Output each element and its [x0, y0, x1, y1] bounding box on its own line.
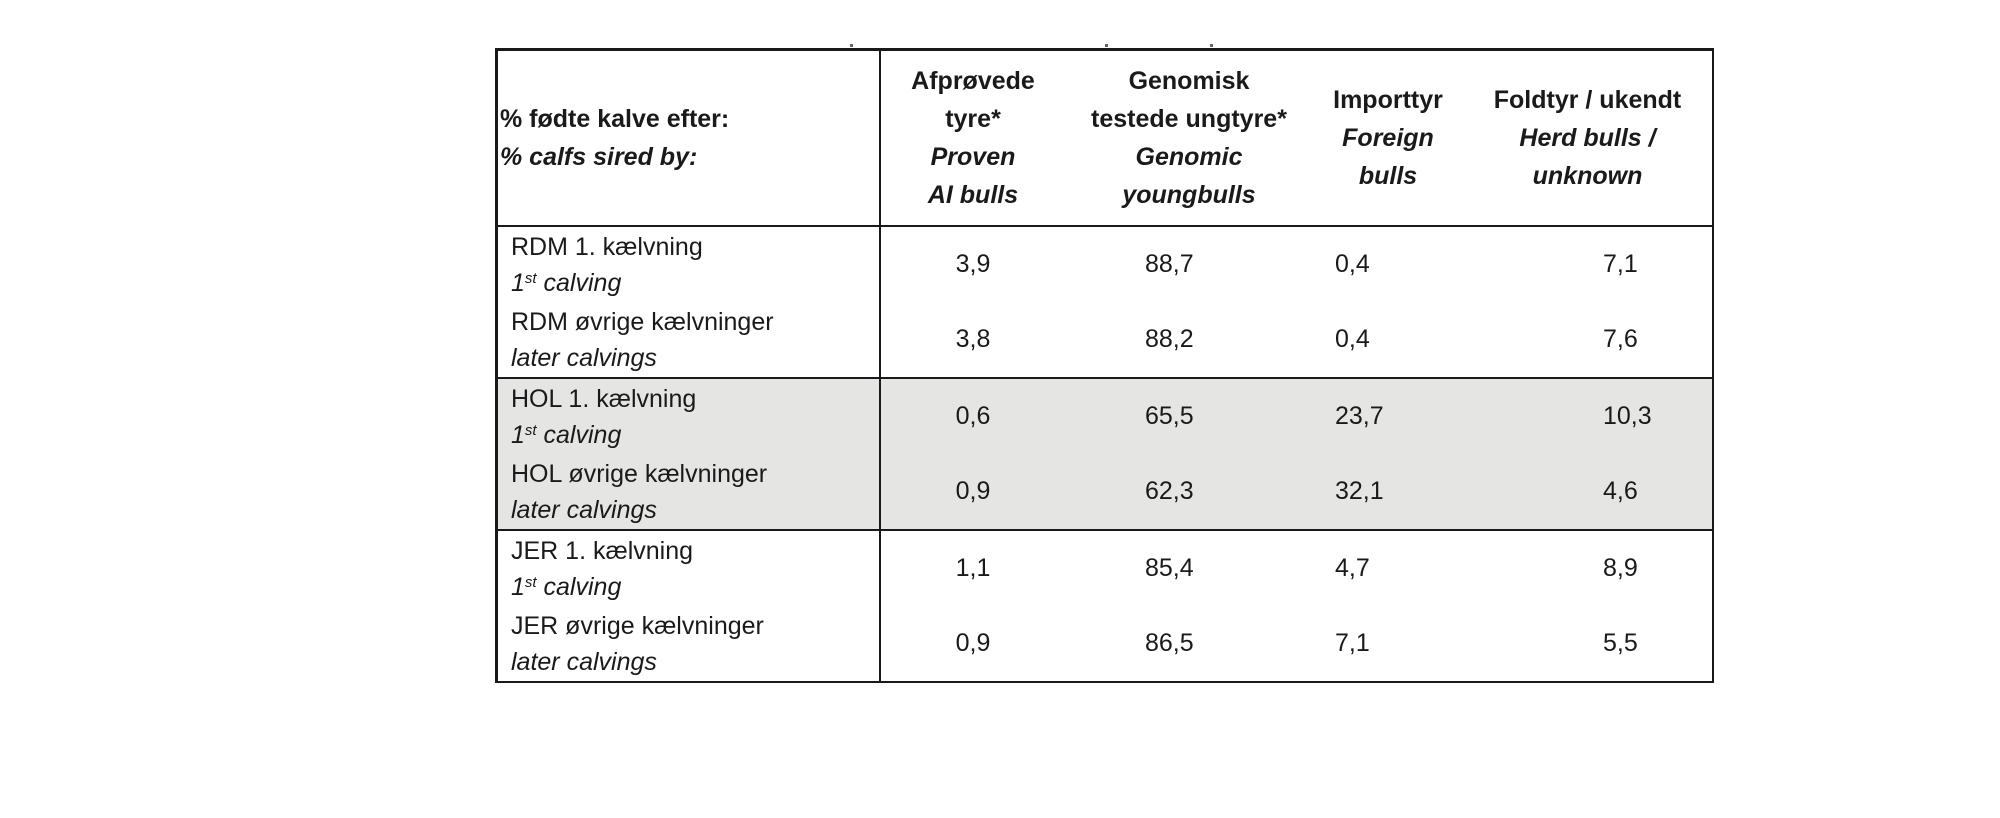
value-herd: 5,5 [1463, 606, 1713, 682]
value-proven: 0,9 [880, 606, 1065, 682]
header-text: Genomic [1135, 143, 1243, 171]
row-label-cell [497, 454, 881, 530]
header-label-cell [497, 50, 881, 227]
value-herd: 7,6 [1463, 302, 1713, 378]
header-text: Importtyr [1333, 86, 1443, 114]
value-genomic: 85,4 [1145, 554, 1194, 582]
row-label-cell [497, 606, 881, 682]
row-label-en: later calvings [511, 343, 657, 372]
value-foreign: 0,4 [1313, 302, 1463, 378]
header-text: Genomisk [1128, 67, 1250, 95]
table-row-jer-later [497, 606, 1714, 682]
row-label-cell [497, 530, 881, 606]
header-label-en: % calfs sired by: [500, 143, 698, 171]
header-genomic-youngbulls [1065, 50, 1313, 227]
value-proven: 3,9 [955, 250, 991, 278]
row-label-en: 1st calving [511, 572, 622, 601]
header-text: tyre* [945, 105, 1001, 133]
header-foreign-bulls [1313, 50, 1463, 227]
header-text: Herd bulls / [1519, 124, 1656, 152]
sire-distribution-table-wrap [495, 48, 1707, 675]
value-foreign: 7,1 [1313, 606, 1463, 682]
header-herd-bulls [1463, 50, 1713, 227]
value-foreign: 4,7 [1335, 554, 1370, 582]
header-proven-bulls [880, 50, 1065, 227]
header-row [497, 50, 1714, 227]
header-text: youngbulls [1122, 181, 1256, 209]
row-label-da: HOL øvrige kælvninger [511, 459, 768, 488]
table-row-jer-first [497, 530, 1714, 606]
header-text: Proven [930, 143, 1016, 171]
top-scan-marks [495, 44, 1707, 48]
row-label-en: later calvings [511, 647, 657, 676]
table-row-hol-first [497, 378, 1714, 454]
row-label-en: later calvings [511, 495, 657, 524]
value-genomic: 88,7 [1145, 250, 1194, 278]
row-label-en: 1st calving [511, 420, 622, 449]
header-text: testede ungtyre* [1091, 105, 1287, 133]
value-herd: 7,1 [1463, 226, 1713, 302]
value-herd: 4,6 [1463, 454, 1713, 530]
value-foreign: 23,7 [1313, 378, 1463, 454]
row-label-cell [497, 378, 881, 454]
header-text: bulls [1358, 162, 1418, 190]
value-genomic: 88,2 [1065, 302, 1313, 378]
value-genomic: 65,5 [1065, 378, 1313, 454]
header-text: unknown [1532, 162, 1643, 190]
table-row-rdm-later [497, 302, 1714, 378]
header-text: Foldtyr / ukendt [1493, 86, 1682, 114]
sire-distribution-table [495, 48, 1714, 683]
value-herd: 8,9 [1463, 530, 1713, 606]
value-genomic: 86,5 [1065, 606, 1313, 682]
header-label-da: % fødte kalve efter: [500, 105, 730, 133]
row-label-da: RDM øvrige kælvninger [511, 307, 774, 336]
value-proven: 0,6 [880, 378, 1065, 454]
row-label-da: RDM 1. kælvning [511, 232, 703, 261]
row-label-da: JER øvrige kælvninger [511, 611, 764, 640]
value-proven: 0,9 [880, 454, 1065, 530]
header-text: AI bulls [927, 181, 1019, 209]
value-foreign: 0,4 [1335, 250, 1370, 278]
table-row-rdm-first [497, 226, 1714, 302]
value-herd: 10,3 [1463, 378, 1713, 454]
row-label-cell [497, 302, 881, 378]
header-text: Afprøvede [911, 67, 1035, 95]
header-text: Foreign [1342, 124, 1434, 152]
value-genomic: 62,3 [1065, 454, 1313, 530]
value-proven: 3,8 [880, 302, 1065, 378]
table-row-hol-later [497, 454, 1714, 530]
value-foreign: 32,1 [1313, 454, 1463, 530]
value-proven: 1,1 [955, 554, 991, 582]
row-label-da: HOL 1. kælvning [511, 384, 697, 413]
row-label-en: 1st calving [511, 268, 622, 297]
row-label-cell [497, 226, 881, 302]
row-label-da: JER 1. kælvning [511, 536, 694, 565]
